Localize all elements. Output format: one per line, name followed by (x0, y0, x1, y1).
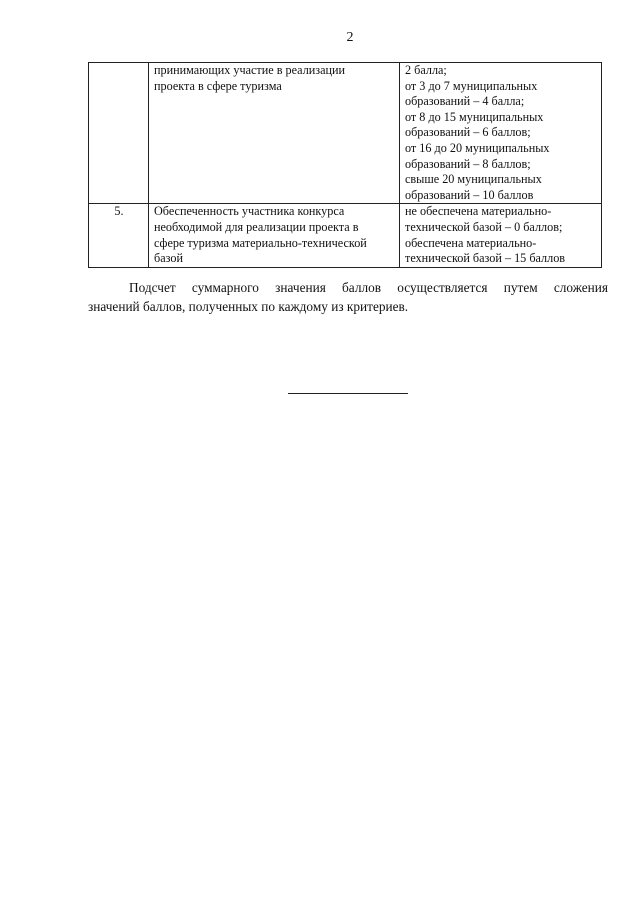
criterion-cell (149, 204, 400, 267)
score-line: от 8 до 15 муниципальных (405, 109, 544, 124)
score-line: технической базой – 15 баллов (405, 251, 566, 266)
score-line: обеспечена материально- (405, 235, 537, 250)
criterion-line: принимающих участие в реализации (154, 63, 346, 77)
score-cell (400, 63, 602, 204)
table-row (89, 204, 602, 267)
score-line: образований – 8 баллов; (405, 156, 531, 171)
paragraph-line: значений баллов, полученных по каждому из критериев. (88, 299, 409, 314)
page-number: 2 (346, 30, 354, 45)
criterion-cell (149, 63, 400, 204)
summary-paragraph (88, 278, 608, 316)
row-number-cell (89, 63, 149, 204)
score-line: образований – 10 баллов (405, 187, 534, 202)
score-line: образований – 6 баллов; (405, 125, 531, 140)
criterion-line: сфере туризма материально-технической (154, 235, 367, 250)
score-line: не обеспечена материально- (405, 204, 552, 219)
score-cell (400, 204, 602, 267)
score-line: свыше 20 муниципальных (405, 172, 542, 187)
criteria-table (88, 62, 602, 268)
criterion-line: базой (154, 251, 183, 266)
criterion-line: проекта в сфере туризма (154, 78, 282, 93)
score-line: от 3 до 7 муниципальных (405, 78, 538, 93)
row-number-cell: 5. (89, 204, 149, 267)
score-line: образований – 4 балла; (405, 94, 525, 109)
score-line: от 16 до 20 муниципальных (405, 140, 550, 155)
paragraph-line: Подсчет суммарного значения баллов осуществляется путем сложения (129, 280, 608, 295)
score-line: технической базой – 0 баллов; (405, 219, 563, 234)
criterion-line: Обеспеченность участника конкурса (154, 204, 345, 219)
table-row (89, 63, 602, 204)
closing-rule (288, 393, 408, 394)
score-line: 2 балла; (405, 63, 447, 77)
criterion-line: необходимой для реализации проекта в (154, 219, 359, 234)
